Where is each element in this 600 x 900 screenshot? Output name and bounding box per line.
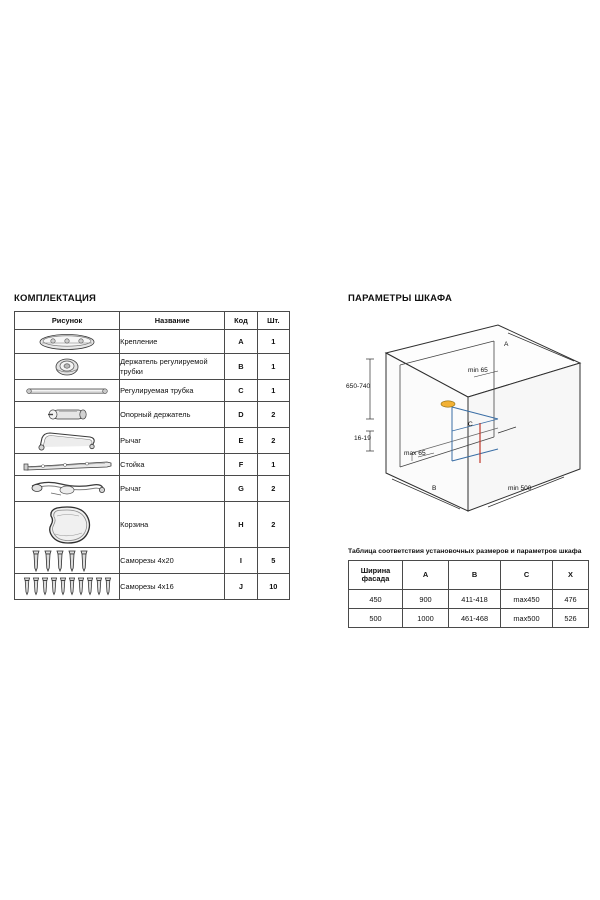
sizes-cell: 476 <box>553 590 589 609</box>
table-row <box>349 609 589 628</box>
part-image-cell <box>15 476 120 502</box>
sizes-header-c: C <box>501 561 553 590</box>
part-name: Рычаг <box>120 428 225 454</box>
header-code: Код <box>225 312 257 330</box>
dim-label-thickness: 16-19 <box>354 435 371 442</box>
table-row <box>15 330 290 354</box>
dim-label-max65: max 65 <box>404 450 426 457</box>
cabinet-parameters-title: ПАРАМЕТРЫ ШКАФА <box>348 293 453 304</box>
support-holder-icon <box>15 404 119 426</box>
rail-icon <box>15 457 119 473</box>
sizes-cell: max500 <box>501 609 553 628</box>
part-qty: 10 <box>257 574 289 600</box>
dim-label-a: A <box>504 341 509 348</box>
part-name: Саморезы 4х20 <box>120 548 225 574</box>
sizes-cell: 526 <box>553 609 589 628</box>
parts-list-title: КОМПЛЕКТАЦИЯ <box>14 293 97 304</box>
part-name: Стойка <box>120 454 225 476</box>
part-code: A <box>225 330 257 354</box>
part-qty: 2 <box>257 502 289 548</box>
part-qty: 1 <box>257 380 289 402</box>
cabinet-parameters-section <box>348 293 588 628</box>
mounting-plate-icon <box>15 332 119 352</box>
dim-label-b: B <box>432 485 437 492</box>
part-name: Рычаг <box>120 476 225 502</box>
part-code: F <box>225 454 257 476</box>
sizes-cell: 1000 <box>403 609 449 628</box>
table-row <box>349 590 589 609</box>
sizes-cell: 900 <box>403 590 449 609</box>
part-code: G <box>225 476 257 502</box>
basket-icon <box>15 504 119 546</box>
table-row <box>15 548 290 574</box>
table-row <box>15 428 290 454</box>
part-qty: 2 <box>257 476 289 502</box>
lever-g-icon <box>15 477 119 501</box>
sizes-cell: 450 <box>349 590 403 609</box>
part-image-cell <box>15 380 120 402</box>
part-image-cell <box>15 548 120 574</box>
cabinet-isometric-drawing <box>348 311 588 526</box>
part-qty: 1 <box>257 354 289 380</box>
part-name: Саморезы 4х16 <box>120 574 225 600</box>
adjustable-tube-icon <box>15 385 119 397</box>
part-image-cell <box>15 402 120 428</box>
dim-label-min65-top: min 65 <box>468 367 488 374</box>
dim-label-c: C <box>468 421 473 428</box>
part-qty: 1 <box>257 330 289 354</box>
sizes-cell: 461-468 <box>449 609 501 628</box>
parts-table <box>14 311 290 600</box>
part-name: Держатель регулируемой трубки <box>120 354 225 380</box>
parts-list-section <box>14 293 290 600</box>
sizes-header-width: Ширина фасада <box>349 561 403 590</box>
part-code: J <box>225 574 257 600</box>
table-row <box>15 502 290 548</box>
lever-e-icon <box>15 429 119 453</box>
part-code: C <box>225 380 257 402</box>
dim-label-height: 650-740 <box>346 383 371 390</box>
tube-holder-icon <box>15 356 119 378</box>
part-name: Крепление <box>120 330 225 354</box>
table-row <box>15 354 290 380</box>
table-row <box>15 380 290 402</box>
part-image-cell <box>15 330 120 354</box>
dim-label-min500: min 500 <box>508 485 532 492</box>
part-image-cell <box>15 574 120 600</box>
part-qty: 2 <box>257 428 289 454</box>
part-image-cell <box>15 454 120 476</box>
part-qty: 2 <box>257 402 289 428</box>
sizes-header-b: B <box>449 561 501 590</box>
sizes-header-a: A <box>403 561 449 590</box>
parts-table-header-row <box>15 312 290 330</box>
part-qty: 5 <box>257 548 289 574</box>
part-code: I <box>225 548 257 574</box>
sizes-cell: max450 <box>501 590 553 609</box>
screw-4x16-icon <box>15 576 119 598</box>
header-name: Название <box>120 312 225 330</box>
part-name: Корзина <box>120 502 225 548</box>
part-image-cell <box>15 354 120 380</box>
part-code: H <box>225 502 257 548</box>
sizes-cell: 500 <box>349 609 403 628</box>
table-row <box>15 454 290 476</box>
table-row <box>15 402 290 428</box>
sizes-table <box>348 560 589 628</box>
sizes-table-caption: Таблица соответствия установочных размеров и параметров шкафа <box>348 548 582 555</box>
sizes-table-header-row <box>349 561 589 590</box>
table-row <box>15 476 290 502</box>
cabinet-diagram <box>348 311 588 536</box>
part-name: Регулируемая трубка <box>120 380 225 402</box>
table-row <box>15 574 290 600</box>
part-name: Опорный держатель <box>120 402 225 428</box>
screw-4x20-icon <box>15 549 119 573</box>
header-qty: Шт. <box>257 312 289 330</box>
sizes-header-x: X <box>553 561 589 590</box>
sizes-cell: 411-418 <box>449 590 501 609</box>
part-image-cell <box>15 502 120 548</box>
header-image: Рисунок <box>15 312 120 330</box>
part-image-cell <box>15 428 120 454</box>
part-code: D <box>225 402 257 428</box>
part-code: E <box>225 428 257 454</box>
part-qty: 1 <box>257 454 289 476</box>
part-code: B <box>225 354 257 380</box>
